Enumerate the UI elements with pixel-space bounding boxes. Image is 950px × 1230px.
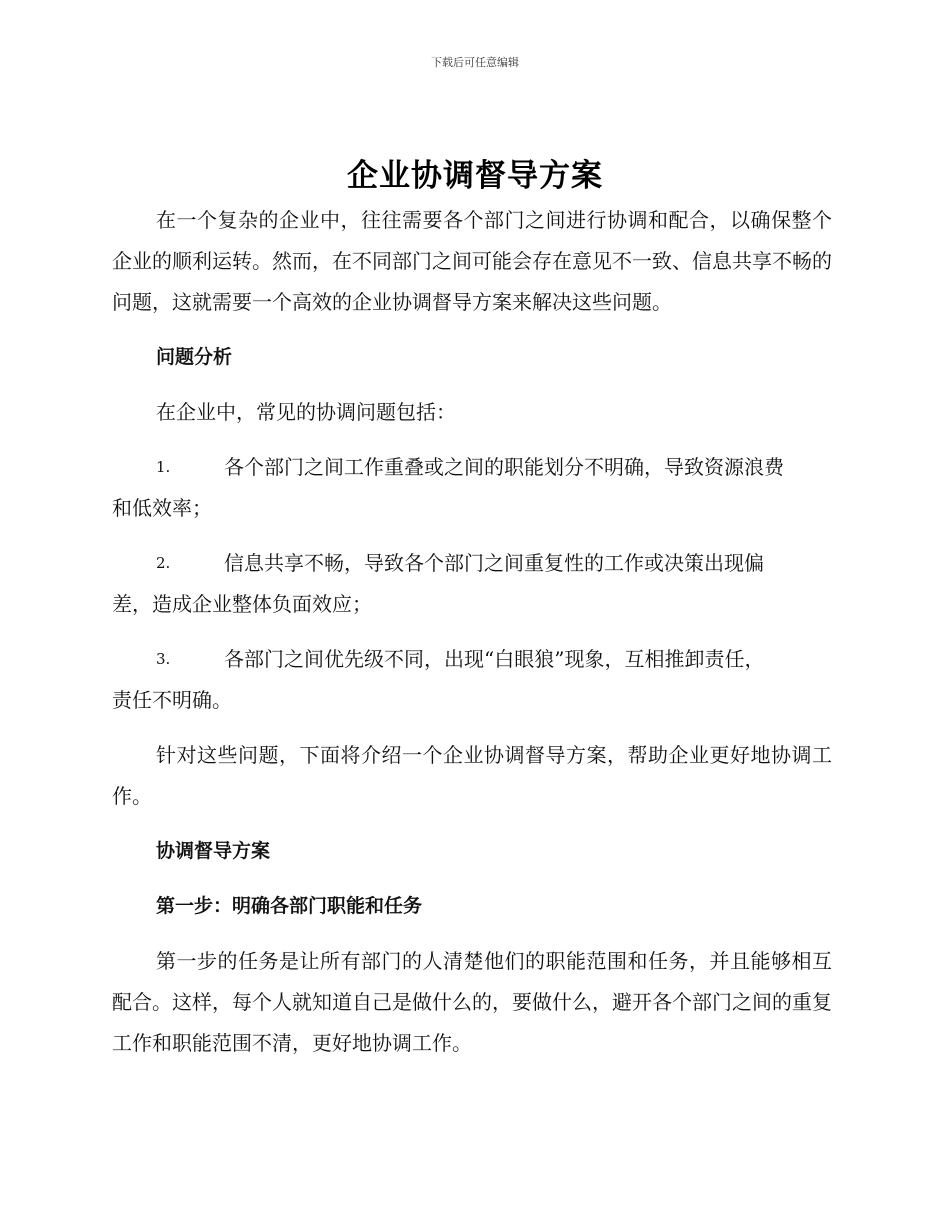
step1-heading: 第一步：明确各部门职能和任务 [156,895,423,917]
list-text: 各个部门之间工作重叠或之间的职能划分不明确，导致资源浪费 [224,455,784,479]
document-body [112,200,832,1078]
list-text: 信息共享不畅，导致各个部门之间重复性的工作或决策出现偏 [224,551,764,575]
list-item [112,447,832,529]
header-note: 下载后可任意编辑 [431,56,519,69]
step1-paragraph: 第一步的任务是让所有部门的人清楚他们的职能范围和任务，并且能够相互配合。这样，每个人就知道自己是做什么的，要做什么，避开各个部门之间的重复工作和职能范围不清，更好地协调工作。 [112,949,832,1055]
list-text-continued: 和低效率； [112,496,212,520]
list-text: 各部门之间优先级不同，出现“白眼狼”现象，互相推卸责任， [224,647,765,671]
list-number: 2. [156,554,171,572]
list-number: 1. [156,458,171,476]
section-heading-plan: 协调督导方案 [156,840,271,862]
list-text-continued: 责任不明确。 [112,688,232,712]
section-heading-analysis: 问题分析 [156,346,233,368]
analysis-lead: 在企业中，常见的协调问题包括： [156,400,456,424]
intro-paragraph: 在一个复杂的企业中，往往需要各个部门之间进行协调和配合，以确保整个企业的顺利运转。然而，在不同部门之间可能会存在意见不一致、信息共享不畅的问题，这就需要一个高效的企业协调督导方案来解决这些问题。 [112,208,832,314]
analysis-closing: 针对这些问题，下面将介绍一个企业协调督导方案，帮助企业更好地协调工作。 [112,743,832,808]
list-item [112,543,832,625]
list-text-continued: 差，造成企业整体负面效应； [112,592,372,616]
document-title: 企业协调督导方案 [347,158,603,194]
list-number: 3. [156,650,171,668]
list-item [112,639,832,721]
